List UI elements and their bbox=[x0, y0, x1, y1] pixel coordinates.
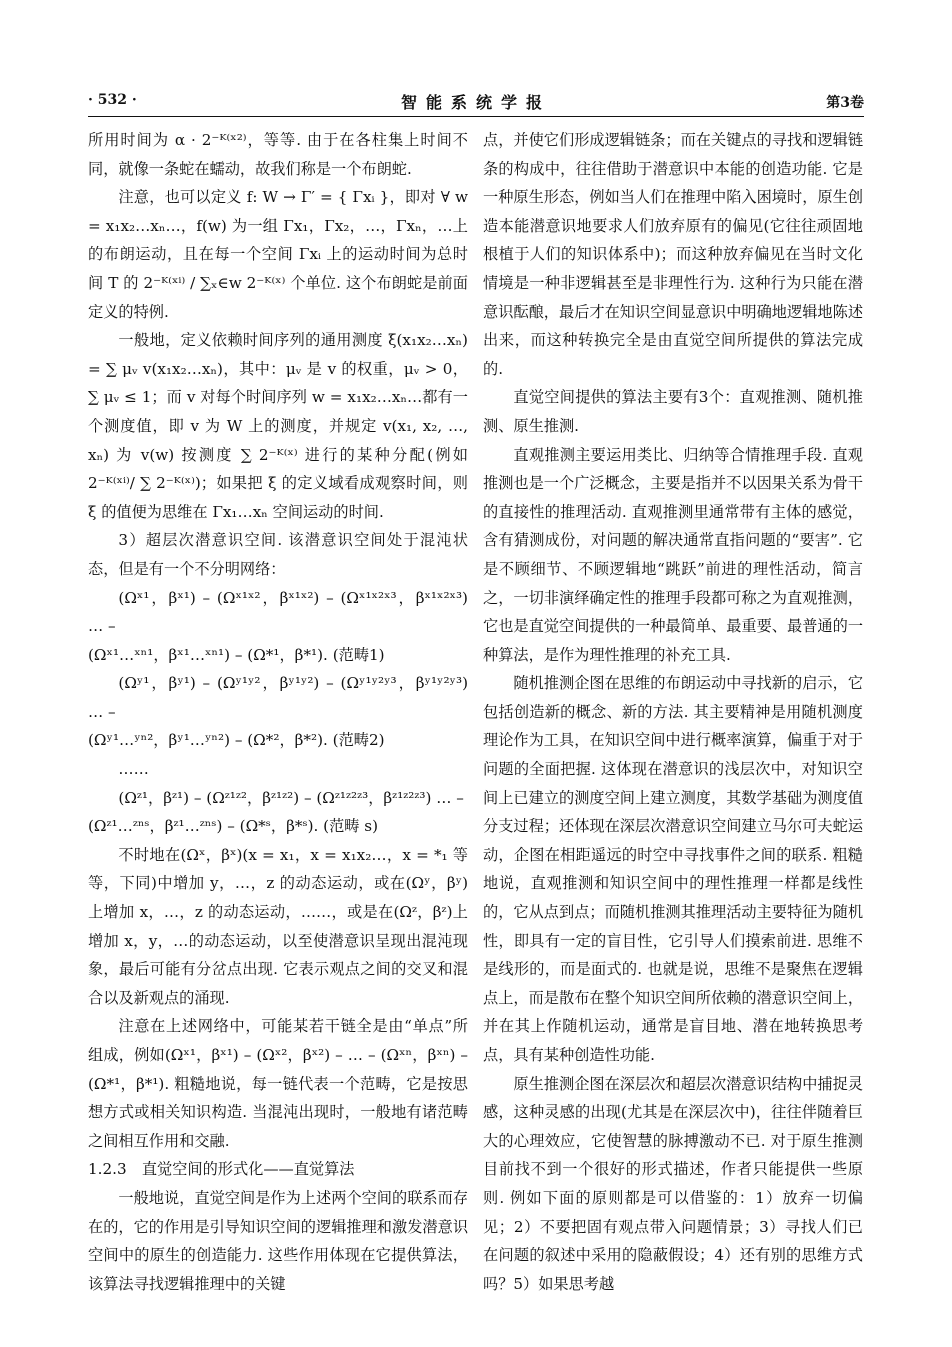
left-column bbox=[88, 126, 468, 1298]
paragraph: 一般地，定义依赖时间序列的通用测度 ξ(x₁x₂…xₙ) = ∑ μᵥ v(x₁x₂…xₙ)，其中：μᵥ 是 v 的权重，μᵥ > 0，∑ μᵥ ≤ 1；而 v 对每个时间序列 w = x₁x₂…xₙ…都有一个测度值，即 v 为 W 上的测度，并规定 v(x₁, x₂, …, xₙ) 为 v(w) 按测度 ∑ 2⁻ᴷ⁽ˣ⁾ 进行的某种分配(例如 2⁻ᴷ⁽ˣⁱ⁾/ ∑ 2⁻ᴷ⁽ˣ⁾)；如果把 ξ 的定义域看成观察时间，则 ξ 的值便为思维在 Γx₁…xₙ 空间运动的时间. bbox=[88, 331, 468, 521]
right-column bbox=[483, 126, 863, 1298]
paragraph: 原生推测企图在深层次和超层次潜意识结构中捕捉灵感，这种灵感的出现(尤其是在深层次中)，往往伴随着巨大的心理效应，它使智慧的脉搏激动不已. 对于原生推测目前找不到一个很好的形式描述，作者只能提供一些原则. 例如下面的原则都是可以借鉴的：1）放弃一切偏见；2）不要把固有观点带入问题情景；3）寻找人们已在问题的叙述中采用的隐蔽假设；4）还有别的思维方式吗？5）如果思考越 bbox=[483, 1074, 863, 1293]
paragraph: (Ωˣ¹…ˣⁿ¹，βˣ¹…ˣⁿ¹) – (Ω*¹，β*¹). (范畴1) bbox=[88, 645, 385, 664]
paragraph: (Ωʸ¹，βʸ¹) – (Ωʸ¹ʸ²，βʸ¹ʸ²) – (Ωʸ¹ʸ²ʸ³，βʸ¹ʸ²ʸ³) … – bbox=[88, 674, 468, 721]
section-heading: 1.2.3 直觉空间的形式化——直觉算法 bbox=[88, 1160, 355, 1179]
paragraph: 注意，也可以定义 f: W → Γ′ = { Γxᵢ }，即对 ∀ w = x₁x₂…xₙ…，f(w) 为一组 Γx₁，Γx₂，…，Γxₙ，…上的布朗运动，且在每一个空间 Γxᵢ 上的运动时间为总时间 T 的 2⁻ᴷ⁽ˣⁱ⁾ / ∑ₓ∈w 2⁻ᴷ⁽ˣ⁾ 个单位. 这个布朗蛇是前面定义的特例. bbox=[88, 188, 468, 321]
paragraph: 不时地在(Ωˣ，βˣ)(x = x₁，x = x₁x₂…，x = *₁ 等等，下同)中增加 y，…，z 的动态运动，或在(Ωʸ，βʸ)上增加 x，…，z 的动态运动，……，或是在(Ωᶻ，βᶻ)上增加 x，y，…的动态运动，以至使潜意识呈现出混沌现象，最后可能有分岔点出现. 它表示观点之间的交叉和混合以及新观点的涌现. bbox=[88, 845, 468, 1007]
paragraph: 3）超层次潜意识空间. 该潜意识空间处于混沌状态，但是有一个不分明网络： bbox=[88, 531, 468, 578]
paragraph: 直觉空间提供的算法主要有3个：直观推测、随机推测、原生推测. bbox=[483, 388, 863, 435]
paragraph: (Ωᶻ¹…ᶻⁿˢ，βᶻ¹…ᶻⁿˢ) – (Ω*ˢ，β*ˢ). (范畴 s) bbox=[88, 817, 379, 836]
paragraph: (Ωˣ¹，βˣ¹) – (Ωˣ¹ˣ²，βˣ¹ˣ²) – (Ωˣ¹ˣ²ˣ³，βˣ¹ˣ²ˣ³) … – bbox=[88, 588, 468, 636]
paragraph: 直观推测主要运用类比、归纳等合情推理手段. 直观推测也是一个广泛概念，主要是指并不以因果关系为骨干的直接性的推理活动. 直观推测里通常带有主体的感觉，含有猜测成份，对问题的解决通常直指问题的“要害”. 它是不顾细节、不顾逻辑地“跳跃”前进的理性活动，简言之，一切非演绎确定性的推理手段都可称之为直观推测，它也是直觉空间提供的一种最简单、最重要、最普通的一种算法，是作为理性推理的补充工具. bbox=[483, 445, 863, 664]
journal-title: 智能系统学报 bbox=[400, 93, 551, 112]
paragraph: 注意在上述网络中，可能某若干链全是由“单点”所组成，例如(Ωˣ¹，βˣ¹) – (Ωˣ²，βˣ²) – … – (Ωˣⁿ，βˣⁿ) – (Ω*¹，β*¹). 粗糙地说，每一链代表一个范畴，它是按思想方式或相关知识构造. 当混沌出现时，一般地有诸范畴之间相互作用和交融. bbox=[88, 1017, 468, 1150]
running-header bbox=[88, 88, 864, 114]
paragraph: (Ωᶻ¹，βᶻ¹) – (Ωᶻ¹ᶻ²，βᶻ¹ᶻ²) – (Ωᶻ¹ᶻ²ᶻ³，βᶻ¹ᶻ²ᶻ³) … – bbox=[118, 788, 464, 807]
paragraph: 所用时间为 α · 2⁻ᴷ⁽ˣ²⁾，等等. 由于在各柱集上时间不同，就像一条蛇在蠕动，故我们称是一个布朗蛇. bbox=[88, 131, 468, 178]
paragraph: 随机推测企图在思维的布朗运动中寻找新的启示，它包括创造新的概念、新的方法. 其主要精神是用随机测度理论作为工具，在知识空间中进行概率演算，偏重于对于问题的全面把握. 这体现在潜意识的浅层次中，对知识空间上已建立的测度空间上建立测度，其数学基础为测度值分支过程；还体现在深层次潜意识空间建立马尔可夫蛇运动，企图在相距遥远的时空中寻找事件之间的联系. 粗糙地说，直观推测和知识空间中的理性推理一样都是线性的，它从点到点；而随机推测其推理活动主要特征为随机性，即具有一定的盲目性，它引导人们摸索前进. 思维不是线形的，而是面式的. 也就是说，思维不是聚焦在逻辑点上，而是散布在整个知识空间所依赖的潜意识空间上，并在其上作随机运动，通常是盲目地、潜在地转换思考点，具有某种创造性功能. bbox=[483, 674, 863, 1064]
paragraph: …… bbox=[118, 760, 149, 779]
page-number: · 532 · bbox=[88, 92, 137, 108]
volume-label: 第3卷 bbox=[826, 95, 864, 111]
paragraph: 点，并使它们形成逻辑链条；而在关键点的寻找和逻辑链条的构成中，往往借助于潜意识中本能的创造功能. 它是一种原生形态，例如当人们在推理中陷入困境时，原生创造本能潜意识地要求人们放弃原有的偏见(它往往顽固地根植于人们的知识体系中)；而这种放弃偏见在当时文化情境是一种非逻辑甚至是非理性行为. 这种行为只能在潜意识酝酿，最后才在知识空间显意识中明确地逻辑地陈述出来，而这种转换完全是由直觉空间所提供的算法完成的. bbox=[483, 131, 863, 378]
paragraph: 一般地说，直觉空间是作为上述两个空间的联系而存在的，它的作用是引导知识空间的逻辑推理和激发潜意识空间中的原生的创造能力. 这些作用体现在它提供算法，该算法寻找逻辑推理中的关键 bbox=[88, 1188, 468, 1293]
paragraph: (Ωʸ¹…ʸⁿ²，βʸ¹…ʸⁿ²) – (Ω*²，β*²). (范畴2) bbox=[88, 731, 385, 750]
header-rule bbox=[88, 116, 864, 117]
